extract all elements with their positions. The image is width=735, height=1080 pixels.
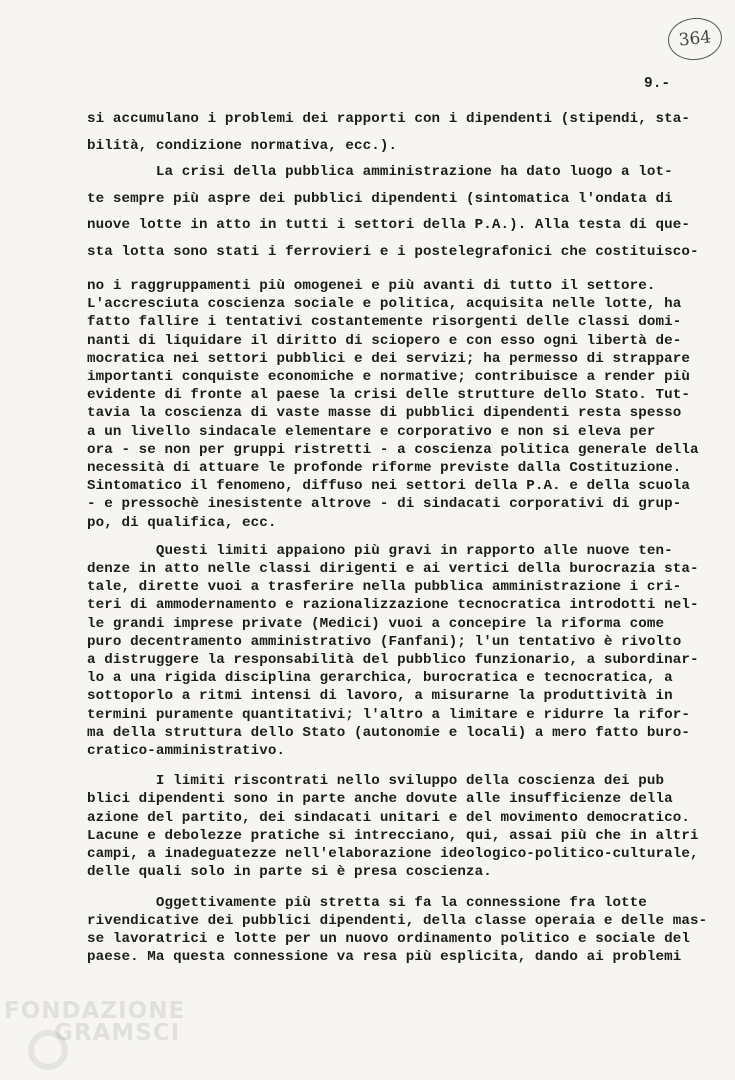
text-line: importanti conquiste economiche e normative; contribuisce a render più [87,369,690,386]
text-line: puro decentramento amministrativo (Fanfani); l'un tentativo è rivolto [87,633,682,650]
text-line: si accumulano i problemi dei rapporti con i dipendenti (stipendi, sta- [87,111,690,127]
text-line: campi, a inadeguatezze nell'elaborazione ideologico-politico-culturale, [87,846,699,863]
text-line: sottoporlo a ritmi intensi di lavoro, a misurarne la produttività in [87,688,673,705]
text-line: cratico-amministrativo. [87,743,286,760]
text-line: le grandi imprese private (Medici) vuoi a concepire la riforma come [87,615,665,632]
text-line: L'accresciuta coscienza sociale e politica, acquisita nelle lotte, ha [87,296,682,313]
text-line: tavia la coscienza di vaste masse di pubblici dipendenti resta spesso [87,405,682,422]
page-number: 9.- [644,76,671,92]
watermark-logo-icon [28,1030,68,1070]
paragraph-2 [87,542,707,760]
text-line: lo a una rigida disciplina gerarchica, burocratica e tecnocratica, a [87,670,673,687]
text-line: Lacune e debolezze pratiche si intrecciano, qui, assai più che in altri [87,827,699,844]
text-line: azione del partito, dei sindacati unitari e del movimento democratico. [87,809,690,826]
text-line: a distruggere la responsabilità del pubblico funzionario, a subordinar- [87,652,699,669]
text-line: tale, dirette vuoi a trasferire nella pubblica amministrazione i cri- [87,579,682,596]
archive-stamp: 364 [666,15,724,62]
text-line: te sempre più aspre dei pubblici dipendenti (sintomatica l'ondata di [87,190,673,207]
text-line: se lavoratrici e lotte per un nuovo ordinamento politico e sociale del [87,930,690,947]
paragraph-top [87,106,707,265]
text-line: Questi limiti appaiono più gravi in rapporto alle nuove ten- [87,542,673,559]
paragraph-4 [87,894,707,967]
text-line: necessità di attuare le profonde riforme previste dalla Costituzione. [87,460,682,477]
text-line: ma della struttura dello Stato (autonomie e locali) a mero fatto buro- [87,724,690,741]
paragraph-3 [87,772,707,881]
watermark-line-1: FONDAZIONE [4,998,186,1024]
paragraph-1 [87,277,707,532]
text-line: nanti di liquidare il diritto di sciopero e con esso ogni libertà de- [87,332,682,349]
text-line: termini puramente quantitativi; l'altro a limitare e ridurre la rifor- [87,706,690,723]
text-line: La crisi della pubblica amministrazione ha dato luogo a lot- [87,164,673,180]
text-line: denze in atto nelle classi dirigenti e ai vertici della burocrazia sta- [87,561,699,578]
text-line: delle quali solo in parte si è presa coscienza. [87,864,492,881]
text-line: teri di ammodernamento e razionalizzazione tecnocratica introdotti nel- [87,597,699,614]
text-line: no i raggruppamenti più omogenei e più avanti di tutto il settore. [87,278,656,294]
text-line: fatto fallire i tentativi costantemente risorgenti delle classi domi- [87,314,682,331]
watermark-line-2: GRAMSCI [54,1020,181,1046]
text-line: I limiti riscontrati nello sviluppo della coscienza dei pub [87,773,665,790]
text-line: nuove lotte in atto in tutti i settori della P.A.). Alla testa di que- [87,217,690,233]
text-line: sta lotta sono stati i ferrovieri e i postelegrafonici che costituisco- [87,243,699,260]
text-line: Sintomatico il fenomeno, diffuso nei settori della P.A. e della scuola [87,478,690,495]
body-text [87,106,707,966]
text-line: blici dipendenti sono in parte anche dovute alle insufficienze della [87,791,673,808]
text-line: bilità, condizione normativa, ecc.). [87,137,398,154]
text-line: ora - se non per gruppi ristretti - a coscienza politica generale della [87,441,699,458]
text-line: a un livello sindacale elementare e corporativo e non si eleva per [87,423,656,440]
text-line: po, di qualifica, ecc. [87,514,277,531]
text-line: paese. Ma questa connessione va resa più esplicita, dando ai problemi [87,949,682,966]
text-line: evidente di fronte al paese la crisi delle strutture dello Stato. Tut- [87,387,690,404]
text-line: rivendicative dei pubblici dipendenti, della classe operaia e delle mas- [87,912,708,929]
text-line: Oggettivamente più stretta si fa la connessione fra lotte [87,894,647,911]
text-line: - e pressochè inesistente altrove - di sindacati corporativi di grup- [87,496,682,513]
text-line: mocratica nei settori pubblici e dei servizi; ha permesso di strappare [87,350,690,367]
